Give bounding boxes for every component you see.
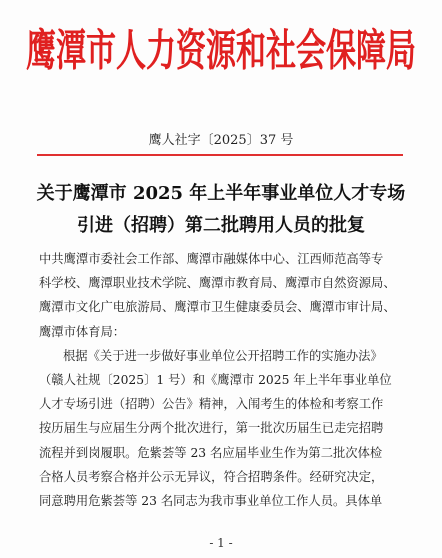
masthead-title: 鹰潭市人力资源和社会保障局 (26, 26, 416, 78)
title-line-2: 引进（招聘）第二批聘用人员的批复 (77, 215, 365, 236)
document-title (0, 178, 442, 242)
body-line-1: 根据《关于进一步做好事业单位公开招聘工作的实施办法》 (63, 348, 383, 363)
recipients-line-4: 鹰潭市体育局： (39, 324, 126, 339)
page-number: - 1 - (209, 536, 233, 550)
recipients-line-3: 鹰潭市文化广电旅游局、鹰潭市卫生健康委员会、鹰潭市审计局、 (39, 300, 396, 315)
title-line-1: 关于鹰潭市 2025 年上半年事业单位人才专场 (36, 183, 406, 204)
body-line-2: （赣人社规〔2025〕1 号）和《鹰潭市 2025 年上半年事业单位 (39, 372, 392, 387)
document-body (39, 247, 405, 513)
recipients-line-2: 科学校、鹰潭职业技术学院、鹰潭市教育局、鹰潭市自然资源局、 (39, 276, 396, 291)
body-line-5: 流程并到岗履职。危紫荟等 23 名应届毕业生作为第二批次体检 (39, 445, 383, 460)
document-number: 鹰人社字〔2025〕37 号 (148, 133, 294, 148)
body-line-4: 按历届生与应届生分两个批次进行，第一批次历届生已走完招聘 (39, 421, 384, 436)
body-line-6: 合格人员考察合格并公示无异议，符合招聘条件。经研究决定， (39, 469, 384, 484)
recipients-line-1: 中共鹰潭市委社会工作部、鹰潭市融媒体中心、江西师范高等专 (39, 252, 384, 266)
body-line-3: 人才专场引进（招聘）公告》精神，入闱考生的体检和考察工作 (39, 397, 384, 412)
red-divider-line (37, 154, 403, 156)
body-line-7: 同意聘用危紫荟等 23 名同志为我市事业单位工作人员。具体单 (39, 493, 383, 508)
